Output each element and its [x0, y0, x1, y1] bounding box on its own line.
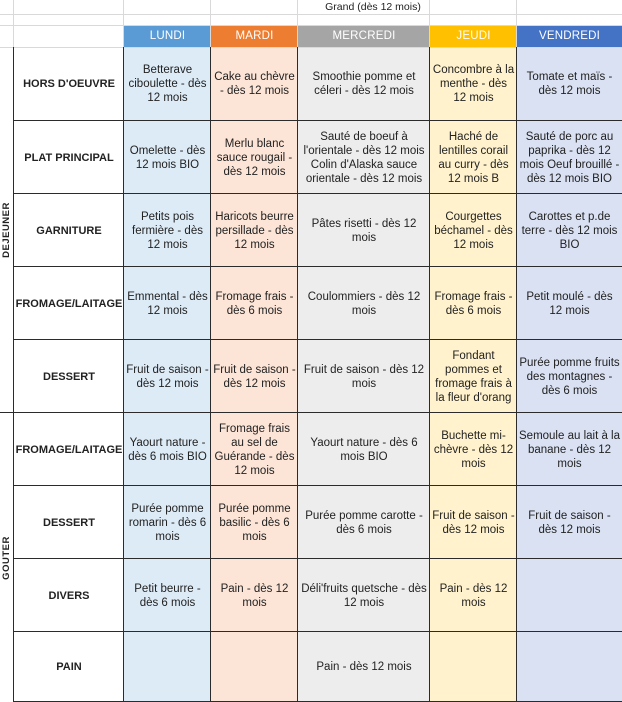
- row-label: DESSERT: [43, 370, 95, 383]
- grid-line: [123, 0, 124, 47]
- group-label-dejeuner: [0, 47, 14, 413]
- grid-line: [0, 412, 622, 413]
- row-label: PAIN: [56, 661, 82, 673]
- menu-cell: Purée pomme romarin - dès 6 mois: [124, 486, 211, 559]
- grid-line: [297, 0, 298, 47]
- sheet-title: Grand (dès 12 mois): [325, 1, 421, 13]
- menu-cell: [430, 632, 517, 702]
- menu-cell: [124, 632, 211, 702]
- menu-cell: Pain - dès 12 mois: [298, 632, 430, 702]
- menu-cell: Merlu blanc sauce rougail - dès 12 mois: [211, 121, 298, 194]
- menu-cell: Courgettes béchamel - dès 12 mois: [430, 194, 517, 267]
- menu-cell: Haricots beurre persillade - dès 12 mois: [211, 194, 298, 267]
- menu-cell: Fromage frais - dès 6 mois: [211, 267, 298, 340]
- grid-line: [0, 25, 622, 26]
- menu-cell: Haché de lentilles corail au curry - dès 12 mois B: [430, 121, 517, 194]
- menu-cell: Pain - dès 12 mois: [430, 559, 517, 632]
- grid-line: [14, 193, 622, 194]
- menu-cell: Pâtes risetti - dès 12 mois: [298, 194, 430, 267]
- grid-line: [13, 0, 14, 47]
- grid-line: [429, 0, 430, 47]
- menu-cell: Déli'fruits quetsche - dès 12 mois: [298, 559, 430, 632]
- menu-cell: Fromage frais au sel de Guérande - dès 12 mois: [211, 413, 298, 486]
- grid-line: [429, 47, 430, 702]
- menu-cell: Petits pois fermière - dès 12 mois: [124, 194, 211, 267]
- menu-cell: Purée pomme fruits des montagnes - dès 6 mois: [517, 340, 622, 413]
- menu-cell: Semoule au lait à la banane - dès 12 mois: [517, 413, 622, 486]
- menu-cell: Emmental - dès 12 mois: [124, 267, 211, 340]
- grid-line: [123, 47, 124, 702]
- grid-line: [13, 47, 14, 702]
- day-header-mardi: MARDI: [211, 25, 298, 47]
- menu-cell: Fromage frais - dès 6 mois: [430, 267, 517, 340]
- day-header-mercredi: MERCREDI: [298, 25, 430, 47]
- grid-line: [297, 47, 298, 702]
- menu-cell: Fruit de saison - dès 12 mois: [124, 340, 211, 413]
- menu-cell: [211, 632, 298, 702]
- day-header-vendredi: VENDREDI: [517, 25, 622, 47]
- day-header-jeudi: JEUDI: [430, 25, 517, 47]
- row-label: PLAT PRINCIPAL: [24, 151, 114, 164]
- menu-cell: [517, 559, 622, 632]
- grid-line: [210, 0, 211, 47]
- menu-cell: Yaourt nature - dès 6 mois BIO: [124, 413, 211, 486]
- row-label: FROMAGE/LAITAGE: [15, 443, 123, 456]
- grid-line: [14, 558, 622, 559]
- grid-line: [14, 120, 622, 121]
- row-label: FROMAGE/LAITAGE: [15, 297, 123, 310]
- menu-cell: Smoothie pomme et céleri - dès 12 mois: [298, 47, 430, 121]
- grid-line: [14, 485, 622, 486]
- menu-cell: Fondant pommes et fromage frais à la fleur d'orang: [430, 340, 517, 413]
- menu-cell: Fruit de saison - dès 12 mois: [517, 486, 622, 559]
- menu-cell: Omelette - dès 12 mois BIO: [124, 121, 211, 194]
- row-label: DIVERS: [48, 589, 90, 602]
- grid-line: [14, 631, 622, 632]
- menu-cell: Fruit de saison - dès 12 mois: [298, 340, 430, 413]
- menu-cell: Cake au chèvre - dès 12 mois: [211, 47, 298, 121]
- row-label: HORS D'OEUVRE: [23, 78, 115, 90]
- grid-line: [210, 47, 211, 702]
- menu-cell: [517, 632, 622, 702]
- grid-line: [516, 47, 517, 702]
- menu-cell: Carottes et p.de terre - dès 12 mois BIO: [517, 194, 622, 267]
- menu-cell: Tomate et maïs - dès 12 mois: [517, 47, 622, 121]
- menu-cell: Yaourt nature - dès 6 mois BIO: [298, 413, 430, 486]
- menu-cell: Buchette mi-chèvre - dès 12 mois: [430, 413, 517, 486]
- menu-cell: Petit beurre - dès 6 mois: [124, 559, 211, 632]
- menu-cell: Concombre à la menthe - dès 12 mois: [430, 47, 517, 121]
- row-label: GARNITURE: [36, 224, 102, 237]
- group-label-gouter: [0, 413, 14, 702]
- day-header-lundi: LUNDI: [124, 25, 211, 47]
- grid-line: [14, 339, 622, 340]
- menu-cell: Fruit de saison - dès 12 mois: [430, 486, 517, 559]
- row-label: DESSERT: [43, 516, 95, 529]
- grid-line: [14, 266, 622, 267]
- grid-line: [0, 14, 622, 15]
- menu-cell: Purée pomme basilic - dès 6 mois: [211, 486, 298, 559]
- grid-line: [516, 0, 517, 47]
- menu-cell: Purée pomme carotte - dès 6 mois: [298, 486, 430, 559]
- menu-cell: Sauté de porc au paprika - dès 12 mois Oeuf brouillé - dès 12 mois BIO: [517, 121, 622, 194]
- menu-cell: Pain - dès 12 mois: [211, 559, 298, 632]
- menu-cell: Petit moulé - dès 12 mois: [517, 267, 622, 340]
- grid-line: [0, 47, 622, 48]
- group-label-text: DEJEUNER: [1, 202, 12, 258]
- group-label-text: GOUTER: [1, 535, 13, 580]
- menu-cell: Fruit de saison - dès 12 mois: [211, 340, 298, 413]
- menu-cell: Coulommiers - dès 12 mois: [298, 267, 430, 340]
- menu-cell: Betterave ciboulette - dès 12 mois: [124, 47, 211, 121]
- menu-cell: Sauté de boeuf à l'orientale - dès 12 mois Colin d'Alaska sauce orientale - dès 12 mois: [298, 121, 430, 194]
